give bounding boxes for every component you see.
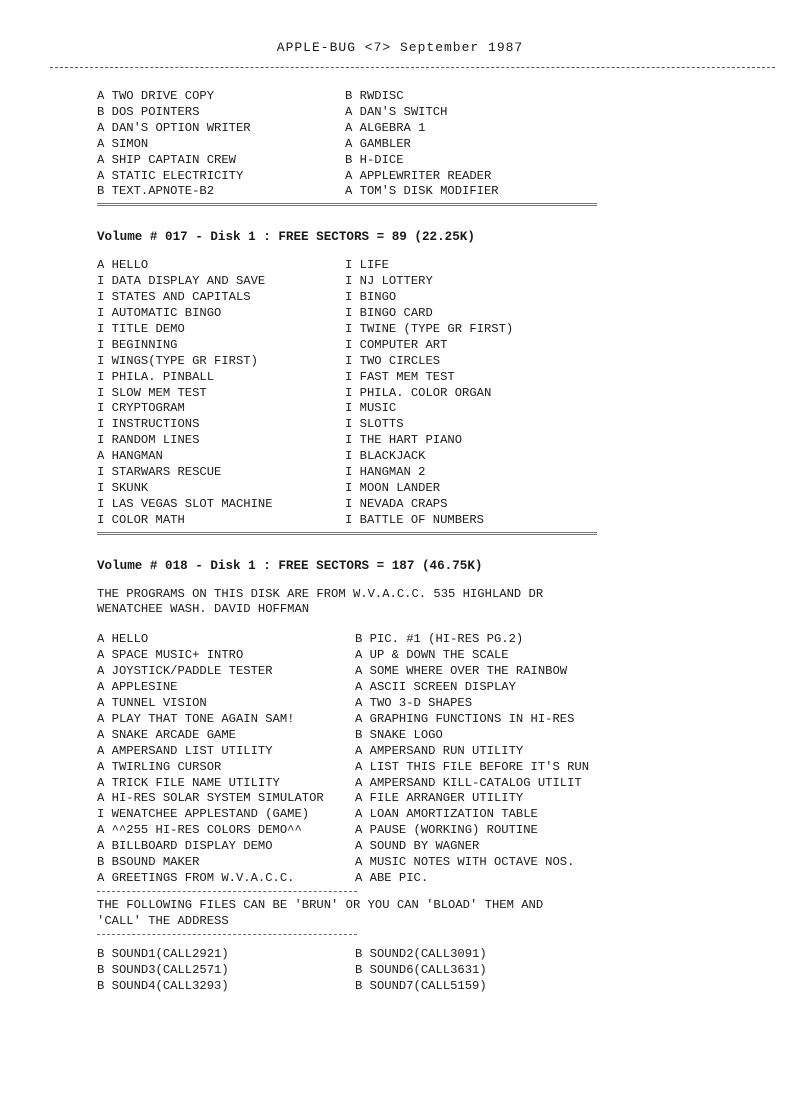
volume17-entry: I NEVADA CRAPS xyxy=(345,496,448,511)
volume17-entry: I BATTLE OF NUMBERS xyxy=(345,512,484,527)
volume18-entry: A FILE ARRANGER UTILITY xyxy=(355,791,524,806)
volume18-entry: I WENATCHEE APPLESTAND (GAME) xyxy=(97,807,310,822)
volume18-entry: A APPLESINE xyxy=(97,680,178,695)
brun-note-line2: 'CALL' THE ADDRESS xyxy=(97,913,229,928)
catalog-content xyxy=(97,89,737,994)
volume17-entry: I BINGO CARD xyxy=(345,305,433,320)
volume17-entry: I COLOR MATH xyxy=(97,512,185,527)
volume17-entry: I AUTOMATIC BINGO xyxy=(97,305,222,320)
separator-2 xyxy=(97,532,597,535)
sound-file-entry: B SOUND6(CALL3631) xyxy=(355,962,487,977)
volume17-entry: I BINGO xyxy=(345,290,397,305)
sound-files-list xyxy=(97,947,737,995)
volume18-title: Volume # 018 - Disk 1 : FREE SECTORS = 187 (46.75K) xyxy=(97,558,483,573)
separator-4 xyxy=(97,934,357,935)
volume17-entry: I LIFE xyxy=(345,258,389,273)
volume18-entry: A ASCII SCREEN DISPLAY xyxy=(355,680,516,695)
volume18-entry: A ABE PIC. xyxy=(355,870,429,885)
section1-entry: B RWDISC xyxy=(345,89,404,103)
volume18-entry: A SOME WHERE OVER THE RAINBOW xyxy=(355,664,568,679)
section1-entry: A APPLEWRITER READER xyxy=(345,168,492,183)
volume18-entry: A TUNNEL VISION xyxy=(97,696,207,710)
volume18-entry: A PAUSE (WORKING) ROUTINE xyxy=(355,823,538,838)
volume18-entry: A LOAN AMORTIZATION TABLE xyxy=(355,807,538,822)
section1-entry: A SIMON xyxy=(97,136,149,151)
volume17-entry: I SLOTTS xyxy=(345,417,404,432)
volume18-entry: A UP & DOWN THE SCALE xyxy=(355,648,509,663)
volume18-entry: A GREETINGS FROM W.V.A.C.C. xyxy=(97,870,295,885)
volume18-note-line1: THE PROGRAMS ON THIS DISK ARE FROM W.V.A.C.C. 535 HIGHLAND DR xyxy=(97,586,544,601)
volume17-entry: I STARWARS RESCUE xyxy=(97,465,222,480)
volume17-entry: I TWINE (TYPE GR FIRST) xyxy=(345,321,514,336)
volume17-entry: I COMPUTER ART xyxy=(345,337,448,352)
volume17-entry: A HANGMAN xyxy=(97,449,163,464)
header-rule xyxy=(50,67,775,68)
volume18-entry: A SNAKE ARCADE GAME xyxy=(97,727,236,742)
volume17-entry: I THE HART PIANO xyxy=(345,433,463,448)
volume18-entry: A TRICK FILE NAME UTILITY xyxy=(97,775,280,790)
volume17-entry: I NJ LOTTERY xyxy=(345,274,433,289)
volume17-entry: I FAST MEM TEST xyxy=(345,369,455,384)
volume17-title: Volume # 017 - Disk 1 : FREE SECTORS = 89 (22.25K) xyxy=(97,230,475,245)
volume17-entry: I BEGINNING xyxy=(97,337,178,352)
brun-note xyxy=(97,898,737,930)
volume18-entry: A AMPERSAND LIST UTILITY xyxy=(97,743,273,758)
volume18-entry: A LIST THIS FILE BEFORE IT'S RUN xyxy=(355,759,590,774)
volume17-entry: I HANGMAN 2 xyxy=(345,465,426,480)
volume17-entry: I WINGS(TYPE GR FIRST) xyxy=(97,353,258,368)
volume17-entry: I RANDOM LINES xyxy=(97,433,200,448)
volume17-entry: I CRYPTOGRAM xyxy=(97,401,185,416)
section1-entry: A SHIP CAPTAIN CREW xyxy=(97,152,236,167)
volume18-entry: A HELLO xyxy=(97,632,149,647)
volume18-entry: A SPACE MUSIC+ INTRO xyxy=(97,648,244,663)
section1-entry: A TWO DRIVE COPY xyxy=(97,89,215,103)
sound-file-entry: B SOUND7(CALL5159) xyxy=(355,978,487,993)
volume17-entry: I TITLE DEMO xyxy=(97,321,185,336)
volume18-entry: A MUSIC NOTES WITH OCTAVE NOS. xyxy=(355,855,575,870)
section1-entry: A DAN'S OPTION WRITER xyxy=(97,120,251,135)
volume18-entry: A TWO 3-D SHAPES xyxy=(355,696,473,710)
brun-note-line1: THE FOLLOWING FILES CAN BE 'BRUN' OR YOU CAN 'BLOAD' THEM AND xyxy=(97,897,544,912)
volume17-entry: A HELLO xyxy=(97,258,149,273)
volume18-entry: B BSOUND MAKER xyxy=(97,855,200,870)
volume18-note xyxy=(97,587,737,619)
volume17-entry: I DATA DISPLAY AND SAVE xyxy=(97,274,266,289)
page-header: APPLE-BUG <7> September 1987 xyxy=(276,40,524,55)
volume18-entry: A AMPERSAND RUN UTILITY xyxy=(355,743,524,758)
section1-entry: B H-DICE xyxy=(345,152,404,167)
volume17-entry: I PHILA. PINBALL xyxy=(97,369,215,384)
separator-3 xyxy=(97,891,357,892)
volume18-entry: A ^^255 HI-RES COLORS DEMO^^ xyxy=(97,823,302,838)
volume18-entry: B SNAKE LOGO xyxy=(355,727,443,742)
volume17-entry: I SKUNK xyxy=(97,480,149,495)
section1-entry: A STATIC ELECTRICITY xyxy=(97,168,244,183)
volume18-entry: A HI-RES SOLAR SYSTEM SIMULATOR xyxy=(97,791,324,806)
section1-entry: B TEXT.APNOTE-B2 xyxy=(97,184,215,199)
volume17-entry: I MUSIC xyxy=(345,401,397,416)
sound-file-entry: B SOUND4(CALL3293) xyxy=(97,978,229,993)
volume18-entry: A TWIRLING CURSOR xyxy=(97,759,222,774)
section1-entry: B DOS POINTERS xyxy=(97,104,200,119)
volume17-entry: I SLOW MEM TEST xyxy=(97,385,207,400)
section1-entry: A TOM'S DISK MODIFIER xyxy=(345,184,499,199)
sound-file-entry: B SOUND3(CALL2571) xyxy=(97,962,229,977)
volume18-entry: B PIC. #1 (HI-RES PG.2) xyxy=(355,632,524,647)
volume17-entry: I LAS VEGAS SLOT MACHINE xyxy=(97,496,273,511)
sound-file-entry: B SOUND1(CALL2921) xyxy=(97,946,229,961)
volume18-entry: A SOUND BY WAGNER xyxy=(355,839,480,854)
volume17-entry: I STATES AND CAPITALS xyxy=(97,290,251,305)
volume18-entry: A BILLBOARD DISPLAY DEMO xyxy=(97,839,273,854)
volume17-list xyxy=(97,258,737,528)
volume18-entry: A JOYSTICK/PADDLE TESTER xyxy=(97,664,273,679)
volume18-entry: A GRAPHING FUNCTIONS IN HI-RES xyxy=(355,711,575,726)
volume18-note-line2: WENATCHEE WASH. DAVID HOFFMAN xyxy=(97,602,310,617)
volume18-entry: A AMPERSAND KILL-CATALOG UTILIT xyxy=(355,775,582,790)
sound-file-entry: B SOUND2(CALL3091) xyxy=(355,946,487,961)
volume17-entry: I BLACKJACK xyxy=(345,449,426,464)
volume18-entry: A PLAY THAT TONE AGAIN SAM! xyxy=(97,711,295,726)
separator-1 xyxy=(97,203,597,206)
section1-list xyxy=(97,89,737,200)
volume17-entry: I TWO CIRCLES xyxy=(345,353,441,368)
section1-entry: A GAMBLER xyxy=(345,136,411,151)
volume17-entry: I MOON LANDER xyxy=(345,480,441,495)
section1-entry: A ALGEBRA 1 xyxy=(345,120,426,135)
volume17-entry: I INSTRUCTIONS xyxy=(97,417,200,432)
section1-entry: A DAN'S SWITCH xyxy=(345,104,448,119)
volume17-entry: I PHILA. COLOR ORGAN xyxy=(345,385,492,400)
volume18-list xyxy=(97,632,737,887)
